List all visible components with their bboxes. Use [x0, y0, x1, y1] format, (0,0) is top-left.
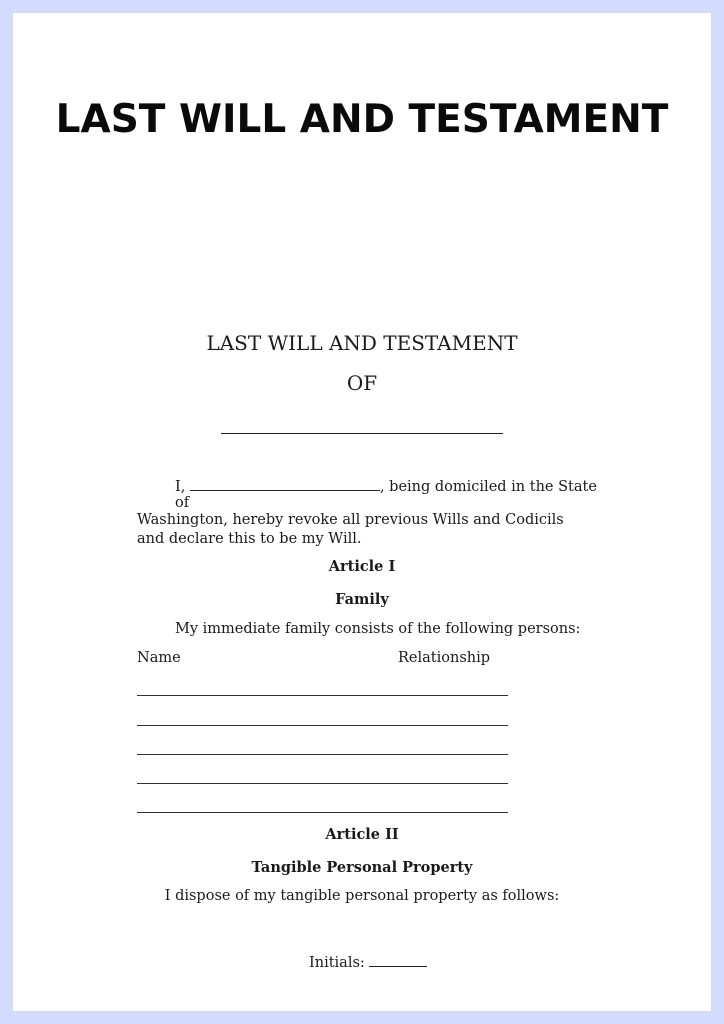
intro-prefix: I, [175, 479, 186, 495]
intro-line-2: Washington, hereby revoke all previous Wills and Codicils [137, 512, 564, 528]
family-entry-line [137, 754, 508, 755]
article-2-heading: Article II [325, 826, 399, 843]
column-name-header: Name [137, 650, 181, 666]
testator-name-line [221, 433, 503, 434]
intro-name-blank [190, 478, 380, 491]
document-title-of: OF [346, 371, 378, 395]
family-entry-line [137, 783, 508, 784]
banner-title: LAST WILL AND TESTAMENT [55, 97, 669, 142]
article-2-text: I dispose of my tangible personal property as follows: [164, 888, 560, 904]
article-1-subheading: Family [335, 591, 389, 608]
family-entry-line [137, 695, 508, 696]
family-entry-line [137, 812, 508, 813]
intro-line-1 [175, 478, 597, 495]
document-title: LAST WILL AND TESTAMENT [206, 331, 518, 355]
article-1-heading: Article I [328, 558, 396, 575]
family-entry-line [137, 725, 508, 726]
initials-field [309, 954, 427, 971]
intro-line-3: and declare this to be my Will. [137, 531, 362, 547]
intro-of: of [175, 495, 190, 511]
column-relationship-header: Relationship [398, 650, 491, 666]
intro-suffix: , being domiciled in the State [379, 479, 597, 495]
initials-blank [369, 954, 427, 967]
document-page [13, 13, 711, 1011]
initials-label: Initials: [309, 955, 365, 971]
article-2-subheading: Tangible Personal Property [251, 859, 473, 876]
article-1-text: My immediate family consists of the following persons: [175, 621, 581, 637]
